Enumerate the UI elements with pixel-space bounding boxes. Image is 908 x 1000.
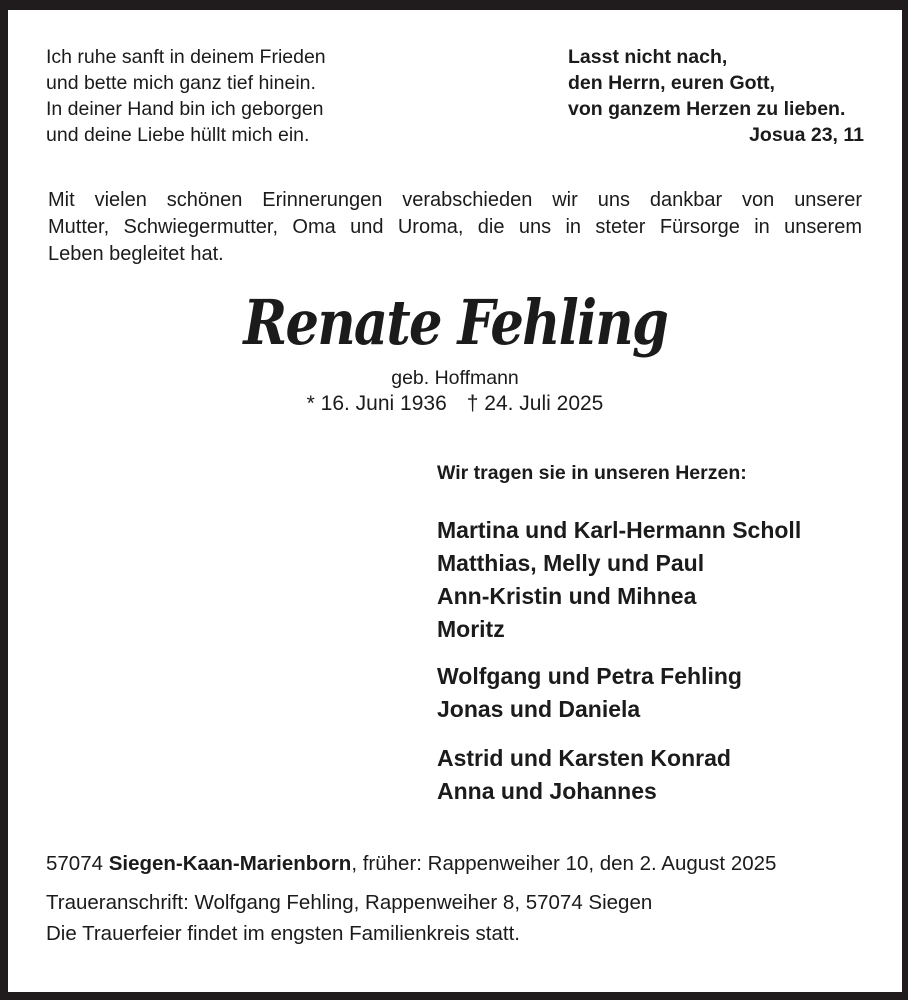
poem-line: Ich ruhe sanft in deinem Frieden [46, 46, 326, 68]
mourner-line: Martina und Karl-Hermann Scholl [437, 517, 802, 543]
mourner-line: Moritz [437, 616, 505, 642]
footer-address-line [46, 850, 776, 877]
intro-line: Mit vielen schönen Erinnerungen verabschieden wir uns dankbar von unserer [48, 189, 862, 211]
poem-line: In deiner Hand bin ich geborgen [46, 98, 324, 120]
mourner-line: Matthias, Melly und Paul [437, 550, 705, 576]
maiden-name: geb. Hoffmann [391, 367, 519, 389]
mourner-line: Wolfgang und Petra Fehling [437, 663, 742, 689]
scripture-reference: Josua 23, 11 [749, 124, 864, 146]
mourners-header: Wir tragen sie in unseren Herzen: [437, 462, 747, 484]
deceased-name-row [8, 278, 902, 368]
mourner-line: Ann-Kristin und Mihnea [437, 583, 697, 609]
scripture-line: von ganzem Herzen zu lieben. [568, 98, 846, 120]
scripture-line: den Herrn, euren Gott, [568, 72, 775, 94]
scripture-quote [568, 44, 864, 148]
intro-paragraph [48, 187, 862, 268]
mourner-group [437, 514, 801, 646]
intro-line: Mutter, Schwiegermutter, Oma und Uroma, die uns in steter Fürsorge in unserem [48, 216, 862, 238]
notice-inner [8, 10, 902, 992]
mourner-line: Jonas und Daniela [437, 696, 641, 722]
deceased-name: Renate Fehling [243, 286, 667, 359]
mourner-line: Anna und Johannes [437, 778, 657, 804]
mourner-group [437, 660, 801, 726]
mourners-block [437, 460, 801, 808]
intro-line: Leben begleitet hat. [48, 243, 224, 265]
mourner-line: Astrid und Karsten Konrad [437, 745, 731, 771]
death-date: † 24. Juli 2025 [466, 392, 604, 415]
footer-funeral-note: Die Trauerfeier findet im engsten Familienkreis statt. [46, 922, 520, 945]
life-dates [8, 391, 902, 417]
scripture-line: Lasst nicht nach, [568, 46, 728, 68]
birth-date: * 16. Juni 1936 [306, 392, 447, 415]
poem-line: und deine Liebe hüllt mich ein. [46, 124, 310, 146]
footer-condolence-address: Traueranschrift: Wolfgang Fehling, Rappenweiher 8, 57074 Siegen [46, 891, 653, 914]
city-name: Siegen-Kaan-Marienborn [108, 852, 352, 875]
opening-poem [46, 44, 326, 148]
footer-address-rest: , früher: Rappenweiher 10, den 2. August 2025 [351, 852, 777, 875]
poem-line: und bette mich ganz tief hinein. [46, 72, 316, 94]
postal-code: 57074 [46, 852, 109, 875]
mourner-group [437, 742, 801, 808]
